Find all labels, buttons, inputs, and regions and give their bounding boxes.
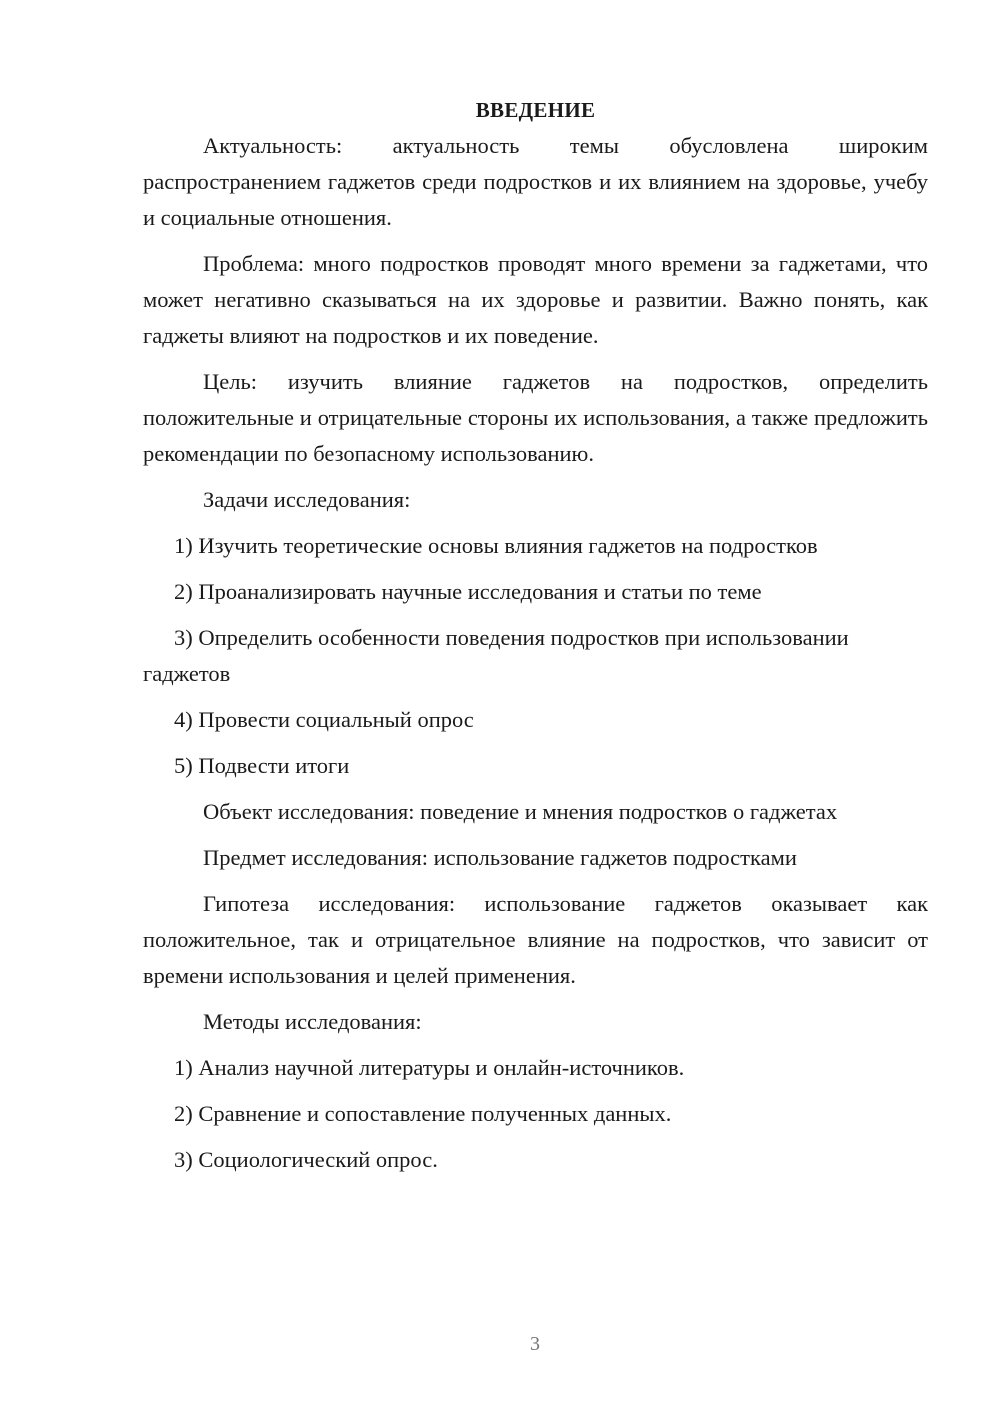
task-item: 4) Провести социальный опрос xyxy=(174,707,474,732)
relevance-paragraph: Актуальность: актуальность темы обусловлена широким распространением гаджетов среди подростков и их влиянием на здоровье, учебу и социальные отношения. xyxy=(143,133,928,230)
method-item: 1) Анализ научной литературы и онлайн-источников. xyxy=(174,1055,685,1080)
subject-paragraph: Предмет исследования: использование гаджетов подростками xyxy=(203,845,797,870)
problem-paragraph: Проблема: много подростков проводят много времени за гаджетами, что может негативно сказываться на их здоровье и развитии. Важно понять, как гаджеты влияют на подростков и их поведение. xyxy=(143,251,928,348)
task-item: 1) Изучить теоретические основы влияния гаджетов на подростков xyxy=(174,533,818,558)
task-item: 3) Определить особенности поведения подростков при использовании гаджетов xyxy=(143,625,849,686)
page-number: 3 xyxy=(530,1333,540,1355)
task-item: 5) Подвести итоги xyxy=(174,753,350,778)
method-item: 3) Социологический опрос. xyxy=(174,1147,438,1172)
methods-heading: Методы исследования: xyxy=(203,1009,422,1034)
task-item: 2) Проанализировать научные исследования и статьи по теме xyxy=(174,579,762,604)
hypothesis-paragraph: Гипотеза исследования: использование гаджетов оказывает как положительное, так и отрицательное влияние на подростков, что зависит от времени использования и целей применения. xyxy=(143,891,928,988)
section-heading: ВВЕДЕНИЕ xyxy=(475,98,596,122)
object-paragraph: Объект исследования: поведение и мнения подростков о гаджетах xyxy=(203,799,838,824)
goal-paragraph: Цель: изучить влияние гаджетов на подростков, определить положительные и отрицательные стороны их использования, а также предложить рекомендации по безопасному использованию. xyxy=(143,369,928,466)
document-page xyxy=(143,92,928,1188)
method-item: 2) Сравнение и сопоставление полученных данных. xyxy=(174,1101,672,1126)
tasks-heading: Задачи исследования: xyxy=(203,487,411,512)
